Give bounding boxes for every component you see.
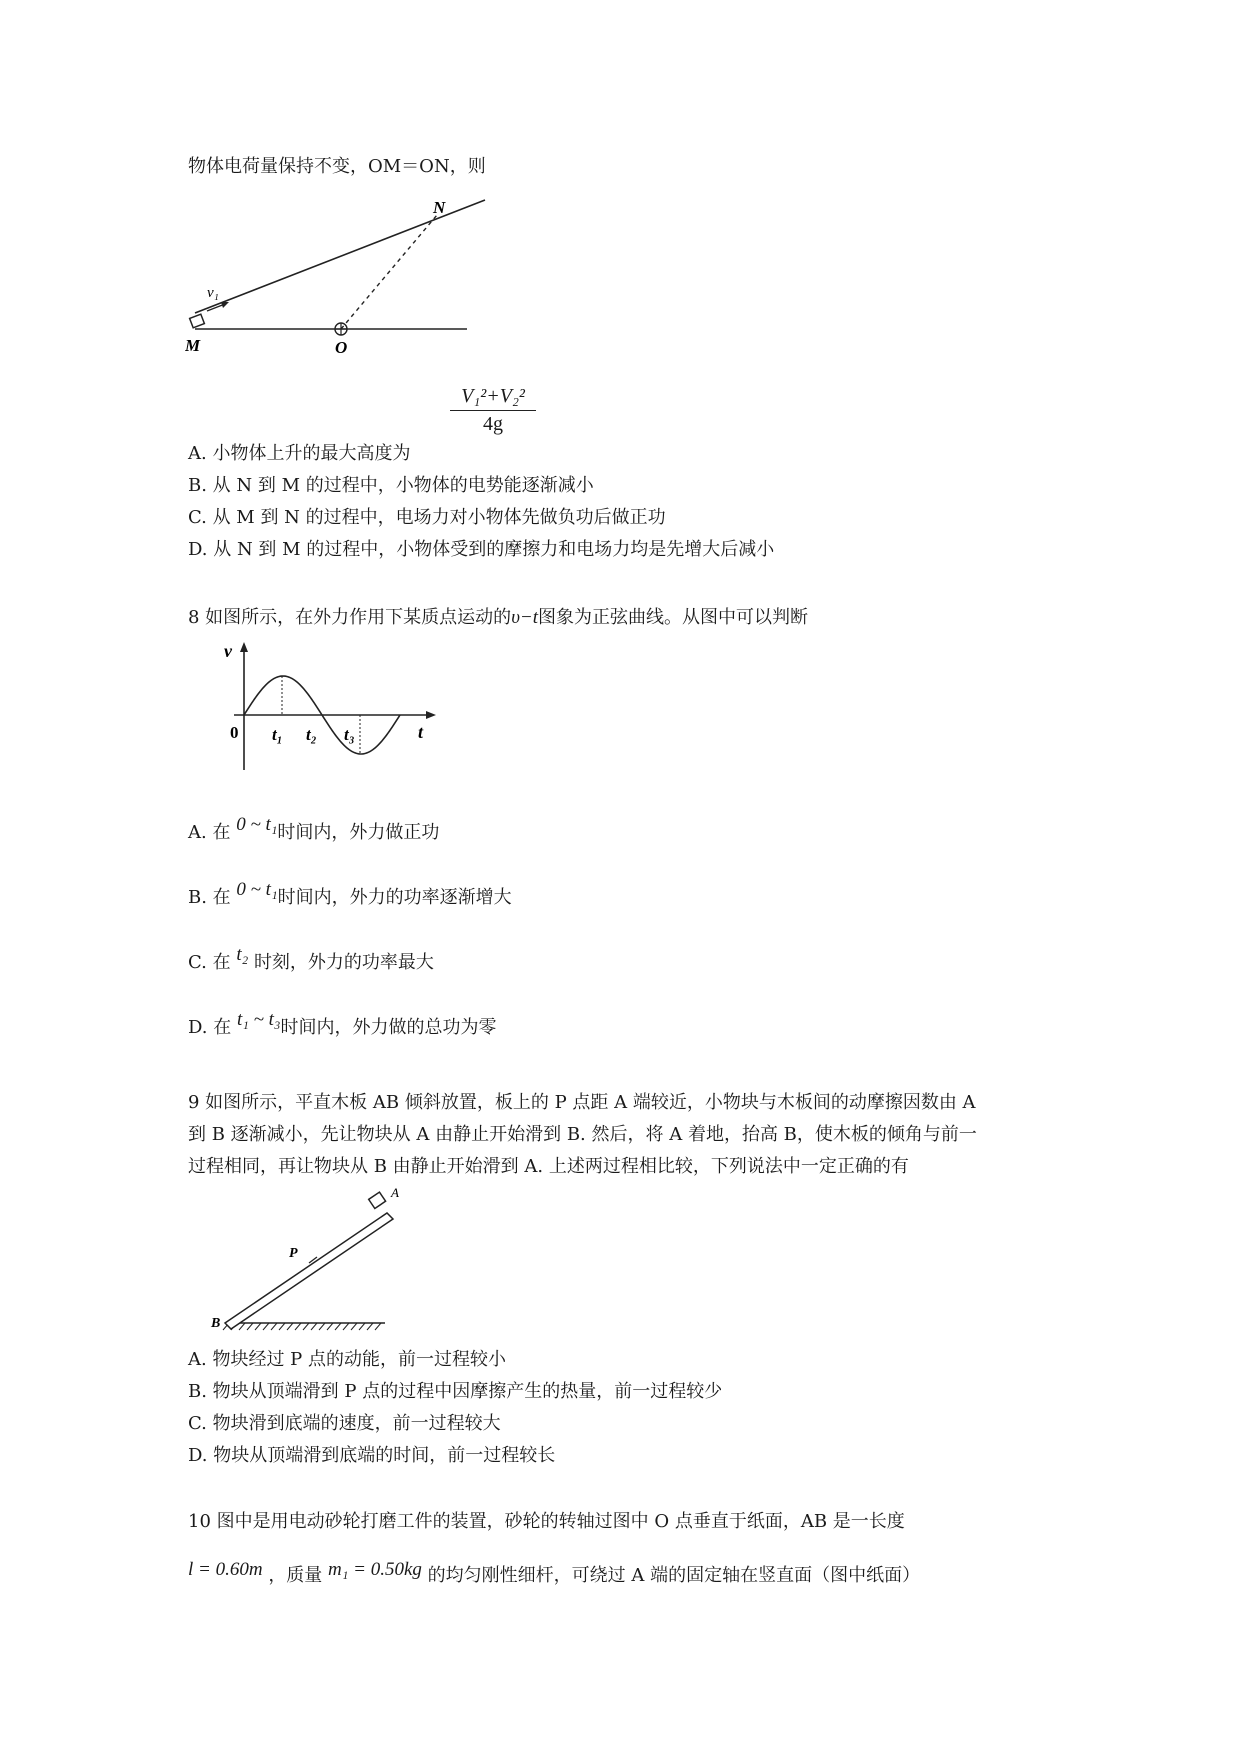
q10-stem-line1: 10 图中是用电动砂轮打磨工件的装置，砂轮的转轴过图中 O 点垂直于纸面，AB 是一长度 xyxy=(188,1511,905,1532)
q8-option-b-math: 0 ~ t₁ xyxy=(236,879,278,900)
q10-length-math: l = 0.60m xyxy=(188,1559,263,1580)
q8-option-a-prefix: A. 在 xyxy=(188,822,231,843)
q9-option-a: A. 物块经过 P 点的动能，前一过程较小 xyxy=(188,1349,506,1370)
formula-denominator: 4g xyxy=(483,413,503,435)
block xyxy=(369,1192,386,1208)
q8-option-c-math: t₂ xyxy=(236,944,249,965)
q9-stem-line3: 过程相同，再让物块从 B 由静止开始滑到 A. 上述两过程相比较，下列说法中一定正确的有 xyxy=(188,1156,909,1177)
q10-tail-text: 的均匀刚性细杆，可绕过 A 端的固定轴在竖直面（图中纸面） xyxy=(427,1565,921,1586)
q8-option-d xyxy=(188,1009,497,1040)
q7-option-d: D. 从 N 到 M 的过程中，小物体受到的摩擦力和电场力均是先增大后减小 xyxy=(188,539,775,560)
label-B: B xyxy=(211,1316,221,1331)
q9-option-d: D. 物块从顶端滑到底端的时间，前一过程较长 xyxy=(188,1445,556,1466)
q10-stem-line2 xyxy=(188,1559,921,1588)
max-height-formula xyxy=(450,385,536,436)
q7-option-c: C. 从 M 到 N 的过程中，电场力对小物体先做负功后做正功 xyxy=(188,507,666,528)
q8-option-d-text: 时间内，外力做的总功为零 xyxy=(280,1017,497,1038)
q9-option-c: C. 物块滑到底端的速度，前一过程较大 xyxy=(188,1413,501,1434)
label-v1: v₁ xyxy=(207,285,219,301)
q9-incline-figure xyxy=(205,1185,405,1335)
q7-figure xyxy=(185,195,515,355)
t2-label: t₂ xyxy=(306,725,317,744)
q9-stem-line1: 9 如图所示，平直木板 AB 倾斜放置，板上的 P 点距 A 端较近，小物块与木板间的动摩擦因数由 A xyxy=(188,1092,976,1113)
label-O: O xyxy=(335,338,348,355)
q8-vt-graph xyxy=(222,640,442,780)
wooden-board xyxy=(225,1213,393,1329)
q10-mid-text: ，质量 xyxy=(268,1565,323,1586)
axis-v-label: v xyxy=(224,641,232,661)
q8-option-d-math: t₁ ~ t₃ xyxy=(236,1009,281,1030)
axis-t-label: t xyxy=(418,722,424,742)
ground-hatching xyxy=(223,1323,381,1330)
q8-option-c-prefix: C. 在 xyxy=(188,952,231,973)
t1-label: t₁ xyxy=(272,725,283,744)
origin-label: 0 xyxy=(230,723,239,742)
q8-option-b-text: 时间内，外力的功率逐渐增大 xyxy=(277,887,512,908)
label-M: M xyxy=(185,336,201,355)
q8-stem xyxy=(188,606,808,630)
q8-option-b-prefix: B. 在 xyxy=(188,887,231,908)
q8-option-d-prefix: D. 在 xyxy=(188,1017,232,1038)
q8-option-b xyxy=(188,879,512,910)
label-N: N xyxy=(433,198,446,217)
q8-option-c-text: 时刻，外力的功率最大 xyxy=(253,952,434,973)
q8-stem-b: 图象为正弦曲线。从图中可以判断 xyxy=(538,607,809,628)
q8-stem-a: 8 如图所示，在外力作用下某质点运动的 xyxy=(188,607,512,628)
q8-option-a-text: 时间内，外力做正功 xyxy=(277,822,440,843)
q9-stem-line2: 到 B 逐渐减小，先让物块从 A 由静止开始滑到 B. 然后，将 A 着地，抬高 B，使木板的倾角与前一 xyxy=(188,1124,977,1145)
q8-stem-math: υ−t xyxy=(511,607,539,628)
q8-option-a-math: 0 ~ t₁ xyxy=(236,814,278,835)
q7-option-b: B. 从 N 到 M 的过程中，小物体的电势能逐渐减小 xyxy=(188,475,594,496)
label-A: A xyxy=(391,1185,399,1200)
q7-intro: 物体电荷量保持不变，OM＝ON，则 xyxy=(188,156,486,177)
q7-option-a: A. 小物体上升的最大高度为 xyxy=(188,443,411,464)
q8-option-a xyxy=(188,814,440,845)
q10-mass-math: m₁ = 0.50kg xyxy=(328,1559,422,1580)
formula-numerator: V₁²+V₂² xyxy=(450,385,536,411)
label-P: P xyxy=(289,1246,298,1261)
q8-option-c xyxy=(188,944,434,975)
q9-option-b: B. 物块从顶端滑到 P 点的过程中因摩擦产生的热量，前一过程较少 xyxy=(188,1381,723,1402)
t3-label: t₃ xyxy=(344,725,355,744)
